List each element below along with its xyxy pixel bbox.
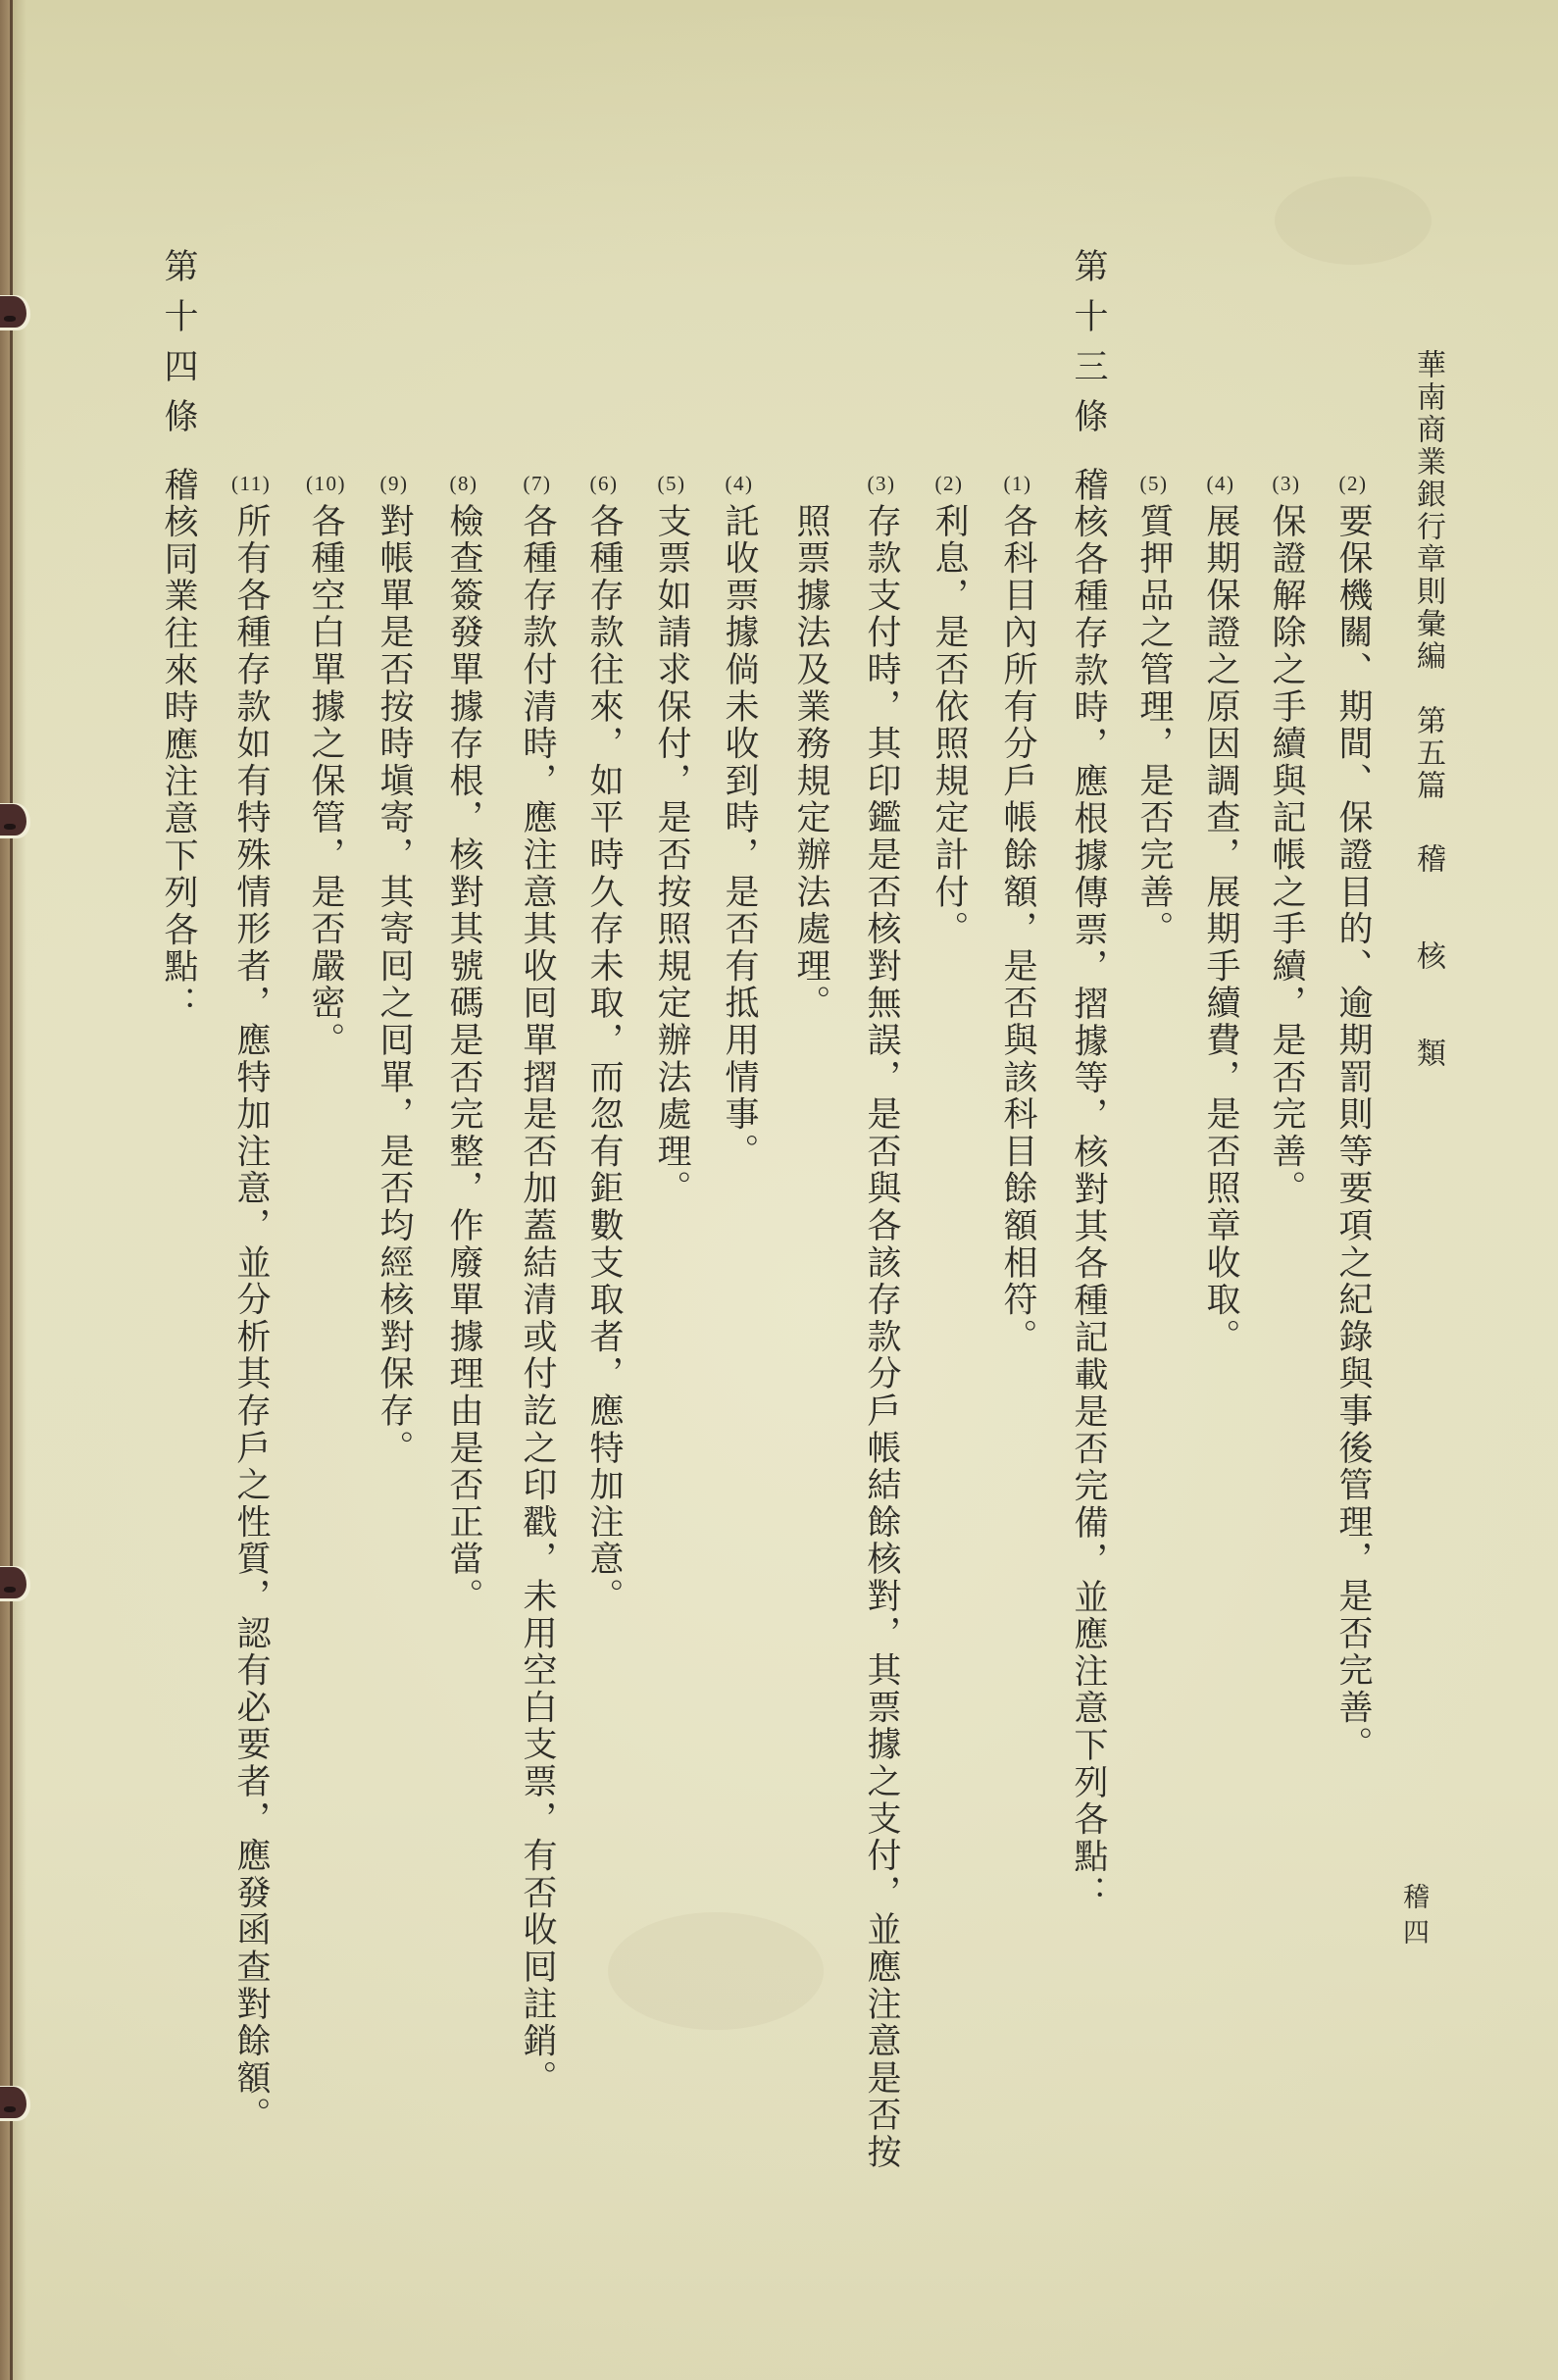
article-13-item-4	[720, 466, 759, 1170]
book-spine	[0, 0, 10, 2380]
item-text: 檢查簽發單據存根，核對其號碼是否完整，作廢單據理由是否正當。	[445, 503, 483, 1615]
article-13-item-11	[231, 466, 271, 2134]
article-13-item-5	[652, 466, 691, 1207]
item-number: (5)	[1139, 472, 1169, 495]
running-head-part: 第五篇	[1412, 705, 1444, 802]
page-number: 稽四	[1399, 1883, 1429, 1953]
item-number: (2)	[934, 472, 964, 495]
binding-hole-icon	[0, 2087, 26, 2118]
item-text: 各種存款往來，如平時久存未取，而忽有鉅數支取者，應特加注意。	[585, 503, 624, 1615]
item-number: (2)	[1338, 472, 1368, 495]
article-14-heading: 第十四條	[160, 248, 198, 448]
paper-stain	[1275, 177, 1432, 265]
item-text: 質押品之管理，是否完善。	[1135, 503, 1174, 948]
item-number: (4)	[725, 472, 754, 495]
item-text: 各科目內所有分戶帳餘額，是否與該科目餘額相符。	[999, 503, 1037, 1356]
article-13-item-10	[306, 466, 345, 1059]
article-14-body: 稽核同業往來時應注意下列各點：	[160, 467, 198, 1023]
item-text: 利息，是否依照規定計付。	[930, 503, 969, 948]
article-13-item-1	[998, 466, 1037, 1355]
item-text: 支票如請求保付，是否按照規定辦法處理。	[653, 503, 691, 1208]
running-head-category: 稽核類	[1412, 843, 1444, 1135]
item-number: (5)	[657, 472, 686, 495]
item-text: 要保機關、期間、保證目的、逾期罰則等要項之紀錄與事後管理，是否完善。	[1334, 503, 1373, 1764]
item-text: 對帳單是否按時塡寄，其寄囘之囘單，是否均經核對保存。	[376, 503, 414, 1467]
article-12-item-5	[1134, 466, 1174, 948]
item-text: 存款支付時，其印鑑是否核對無誤，是否與各該存款分戶帳結餘核對，其票據之支付，並應注意是否按照票據法及業務規定辦法處理。	[792, 503, 901, 2171]
item-number: (3)	[1272, 472, 1301, 495]
spine-shadow	[13, 0, 26, 2380]
item-number: (10)	[306, 472, 346, 495]
article-13-item-7	[518, 466, 557, 2097]
item-text: 保證解除之手續與記帳之手續，是否完善。	[1268, 503, 1306, 1208]
article-13-item-2	[930, 466, 969, 948]
item-text: 所有各種存款如有特殊情形者，應特加注意，並分析其存戶之性質，認有必要者，應發函查對餘額。	[232, 503, 271, 2135]
article-13-item-6	[584, 466, 624, 1615]
article-13-body: 稽核各種存款時，應根據傳票，摺據等，核對其各種記載是否完備，並應注意下列各點：	[1070, 467, 1108, 1913]
article-13-heading: 第十三條	[1070, 248, 1108, 448]
article-12-item-3	[1267, 466, 1306, 1207]
item-number: (7)	[523, 472, 552, 495]
article-13-item-9	[375, 466, 414, 1467]
binding-hole-icon	[0, 804, 26, 836]
article-13-item-3	[776, 466, 917, 2185]
item-text: 託收票據倘未收到時，是否有抵用情事。	[721, 503, 759, 1171]
item-number: (9)	[379, 472, 409, 495]
article-12-item-4	[1201, 466, 1240, 1355]
binding-hole-icon	[0, 1567, 26, 1598]
item-number: (3)	[867, 472, 896, 495]
item-number: (1)	[1003, 472, 1032, 495]
article-13-item-8	[444, 466, 483, 1615]
item-text: 各種空白單據之保管，是否嚴密。	[307, 503, 345, 1059]
binding-hole-icon	[0, 296, 26, 328]
item-number: (6)	[589, 472, 619, 495]
item-number: (8)	[449, 472, 478, 495]
item-number: (4)	[1206, 472, 1235, 495]
item-text: 展期保證之原因調查，展期手續費，是否照章收取。	[1202, 503, 1240, 1356]
item-text: 各種存款付清時，應注意其收囘單摺是否加蓋結清或付訖之印戳，未用空白支票，有否收囘註銷。	[519, 503, 557, 2098]
item-number: (11)	[231, 472, 272, 495]
running-head-book-title: 華南商業銀行章則彙編	[1412, 349, 1444, 673]
article-12-item-2	[1333, 466, 1373, 1763]
